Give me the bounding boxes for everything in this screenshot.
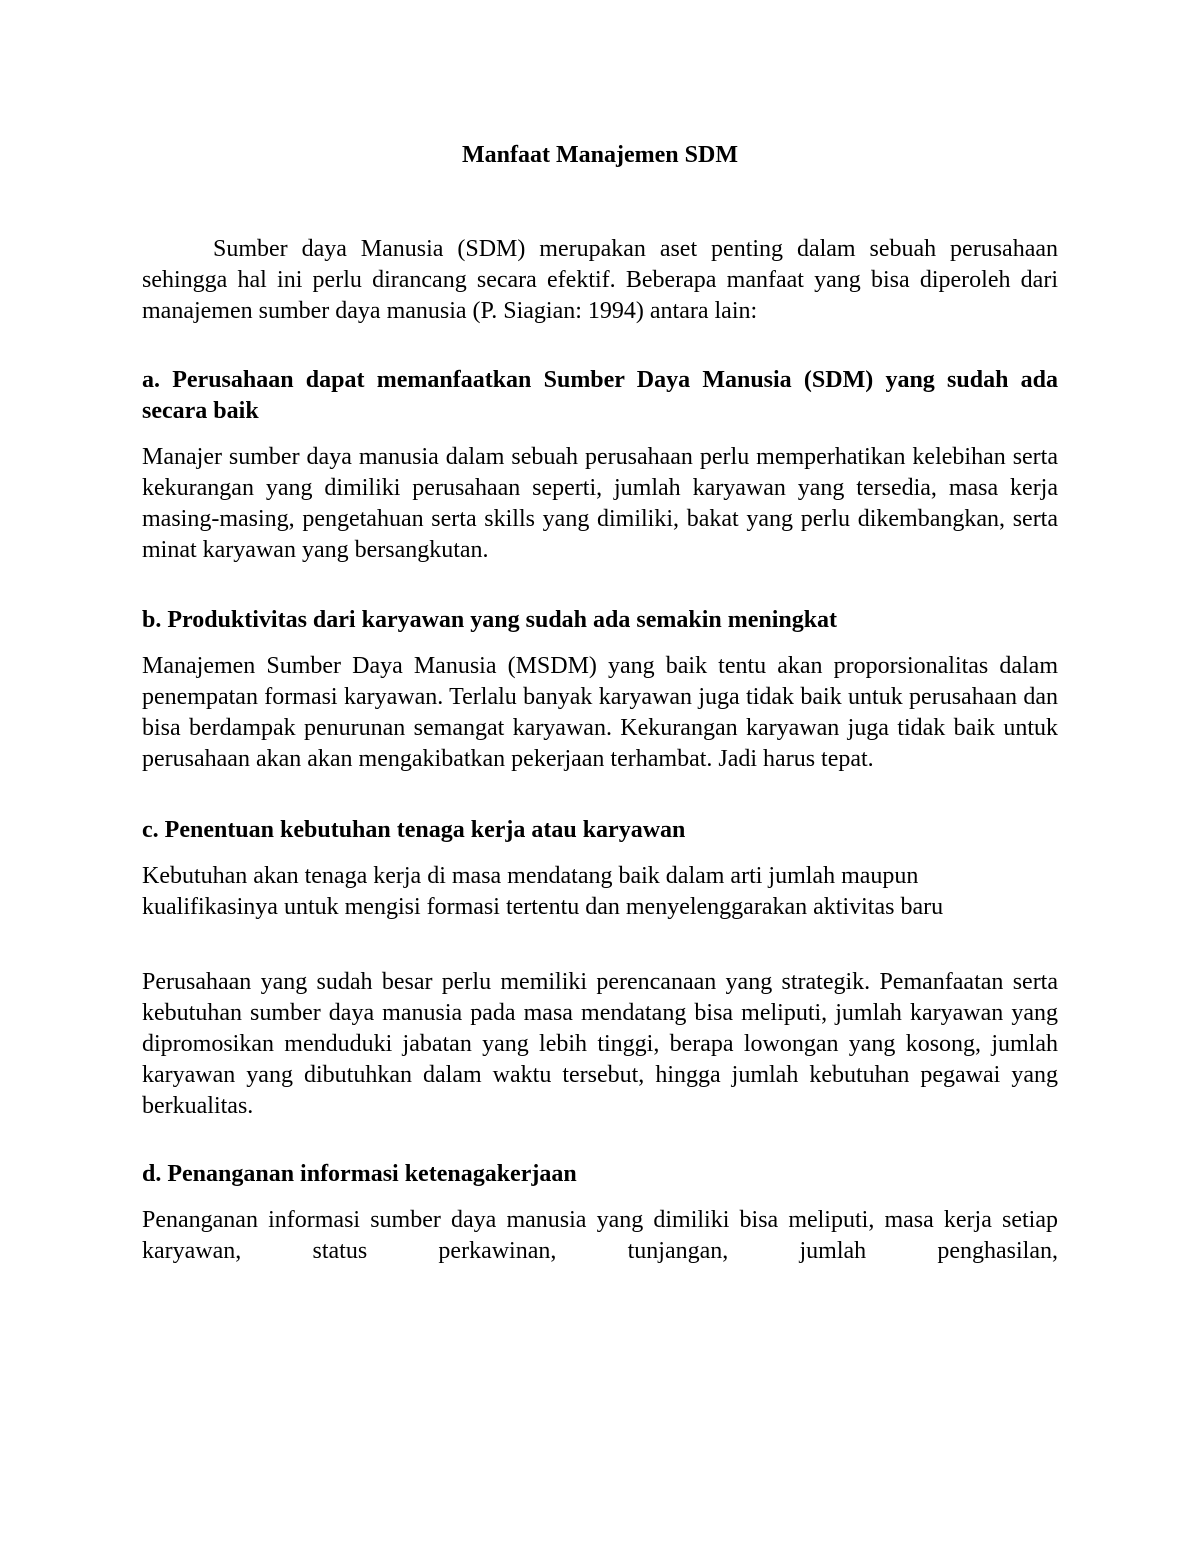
document-body [142, 140, 1058, 1267]
section-paragraph-c-1: Kebutuhan akan tenaga kerja di masa mendatang baik dalam arti jumlah maupun kualifikasinya untuk mengisi formasi tertentu dan menyelenggarakan aktivitas baru [142, 863, 944, 920]
section-heading-a: a. Perusahaan dapat memanfaatkan Sumber Daya Manusia (SDM) yang sudah ada secara baik [142, 367, 1058, 424]
section-heading-d: d. Penanganan informasi ketenagakerjaan [142, 1161, 577, 1187]
intro-paragraph: Sumber daya Manusia (SDM) merupakan aset penting dalam sebuah perusahaan sehingga hal ini perlu dirancang secara efektif. Beberapa manfaat yang bisa diperoleh dari manajemen sumber daya manusia (P. Siagian: 1994) antara lain: [142, 236, 1058, 324]
document-title: Manfaat Manajemen SDM [462, 142, 738, 168]
section-paragraph-a: Manajer sumber daya manusia dalam sebuah perusahaan perlu memperhatikan kelebihan serta kekurangan yang dimiliki perusahaan seperti, jumlah karyawan yang tersedia, masa kerja masing-masing, pengetahuan serta skills yang dimiliki, bakat yang perlu dikembangkan, serta minat karyawan yang bersangkutan. [142, 444, 1058, 563]
section-paragraph-d: Penanganan informasi sumber daya manusia yang dimiliki bisa meliputi, masa kerja setiap karyawan, status perkawinan, tunjangan, jumlah penghasilan, [142, 1207, 1058, 1264]
section-heading-b: b. Produktivitas dari karyawan yang sudah ada semakin meningkat [142, 607, 838, 633]
section-paragraph-b: Manajemen Sumber Daya Manusia (MSDM) yang baik tentu akan proporsionalitas dalam penempatan formasi karyawan. Terlalu banyak karyawan juga tidak baik untuk perusahaan dan bisa berdampak penurunan semangat karyawan. Kekurangan karyawan juga tidak baik untuk perusahaan akan akan mengakibatkan pekerjaan terhambat. Jadi harus tepat. [142, 653, 1058, 772]
section-heading-c: c. Penentuan kebutuhan tenaga kerja atau karyawan [142, 817, 686, 843]
section-paragraph-c-2: Perusahaan yang sudah besar perlu memiliki perencanaan yang strategik. Pemanfaatan serta kebutuhan sumber daya manusia pada masa mendatang bisa meliputi, jumlah karyawan yang dipromosikan menduduki jabatan yang lebih tinggi, berapa lowongan yang kosong, jumlah karyawan yang dibutuhkan dalam waktu tersebut, hingga jumlah kebutuhan pegawai yang berkualitas. [142, 969, 1058, 1119]
